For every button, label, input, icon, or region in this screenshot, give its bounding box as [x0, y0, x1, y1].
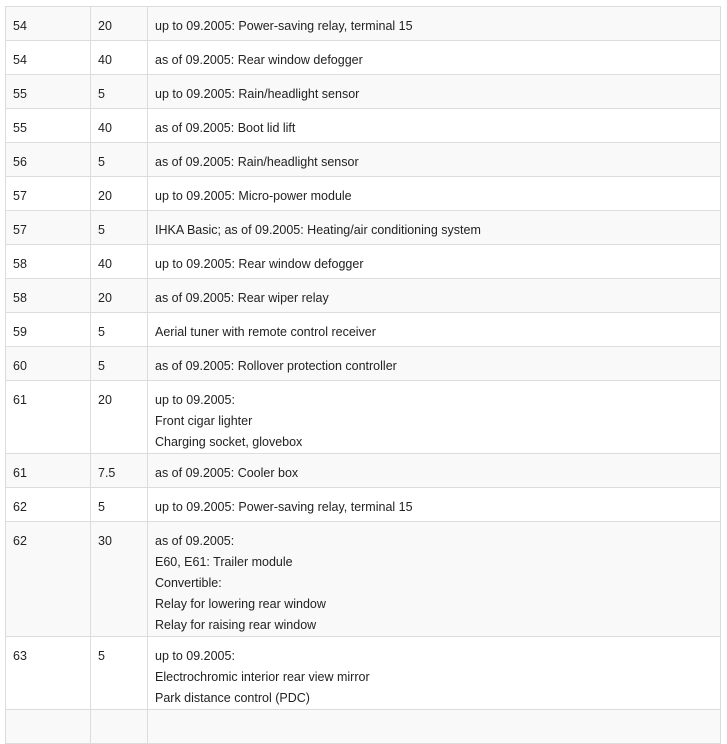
fuse-number-cell: 57: [6, 177, 91, 211]
description-line: Front cigar lighter: [155, 414, 253, 428]
description-line: Relay for raising rear window: [155, 618, 317, 632]
fuse-number-cell: 61: [6, 381, 91, 454]
description-line: up to 09.2005:: [155, 393, 235, 407]
amperage-cell: 20: [91, 7, 148, 41]
fuse-number-cell: 55: [6, 75, 91, 109]
description-line: as of 09.2005: Cooler box: [155, 466, 299, 480]
fuse-number-cell: 58: [6, 279, 91, 313]
description-cell: [148, 637, 721, 710]
description-cell: [148, 279, 721, 313]
fuse-number-cell: 63: [6, 637, 91, 710]
description-cell: [148, 109, 721, 143]
description-line: as of 09.2005: Boot lid lift: [155, 121, 296, 135]
amperage-cell: 40: [91, 41, 148, 75]
amperage-cell: 5: [91, 347, 148, 381]
amperage-cell: 5: [91, 637, 148, 710]
amperage-cell: 5: [91, 313, 148, 347]
description-cell: [148, 347, 721, 381]
amperage-cell: 40: [91, 109, 148, 143]
table-row: [6, 143, 721, 177]
amperage-cell: 20: [91, 177, 148, 211]
description-cell: [148, 313, 721, 347]
description-line: IHKA Basic; as of 09.2005: Heating/air conditioning system: [155, 223, 481, 237]
description-cell: [148, 454, 721, 488]
description-line: as of 09.2005: Rollover protection controller: [155, 359, 397, 373]
fuse-number-cell: 59: [6, 313, 91, 347]
table-row: [6, 279, 721, 313]
description-line: up to 09.2005: Power-saving relay, terminal 15: [155, 500, 413, 514]
table-row: [6, 454, 721, 488]
description-line: up to 09.2005: Micro-power module: [155, 189, 352, 203]
amperage-cell: 5: [91, 75, 148, 109]
description-cell: [148, 245, 721, 279]
table-row: [6, 7, 721, 41]
amperage-cell: 7.5: [91, 454, 148, 488]
amperage-cell: 5: [91, 211, 148, 245]
table-row: [6, 347, 721, 381]
fuse-table-container: [5, 6, 720, 744]
fuse-number-cell: 54: [6, 7, 91, 41]
amperage-cell: 20: [91, 279, 148, 313]
description-line: up to 09.2005: Rain/headlight sensor: [155, 87, 360, 101]
description-cell: [148, 211, 721, 245]
description-cell: [148, 143, 721, 177]
description-cell: [148, 522, 721, 637]
table-row: [6, 637, 721, 710]
description-line: up to 09.2005:: [155, 649, 235, 663]
amperage-cell: 5: [91, 488, 148, 522]
description-line: as of 09.2005:: [155, 534, 235, 548]
description-cell: [148, 381, 721, 454]
fuse-number-cell: 61: [6, 454, 91, 488]
amperage-cell: 30: [91, 522, 148, 637]
table-row: [6, 211, 721, 245]
fuse-number-cell: 60: [6, 347, 91, 381]
fuse-number-cell: 54: [6, 41, 91, 75]
table-row: [6, 75, 721, 109]
description-cell: [148, 7, 721, 41]
description-line: as of 09.2005: Rear window defogger: [155, 53, 363, 67]
table-row: [6, 41, 721, 75]
fuse-number-cell: 62: [6, 522, 91, 637]
description-line: Park distance control (PDC): [155, 691, 310, 705]
description-cell: [148, 41, 721, 75]
description-cell: [148, 177, 721, 211]
table-row: [6, 381, 721, 454]
fuse-number-cell: 62: [6, 488, 91, 522]
fuse-number-cell: 56: [6, 143, 91, 177]
description-cell: [148, 488, 721, 522]
table-row: [6, 488, 721, 522]
table-row: [6, 522, 721, 637]
description-line: E60, E61: Trailer module: [155, 555, 293, 569]
fuse-table: [5, 6, 721, 744]
description-cell: [148, 75, 721, 109]
table-row: [6, 177, 721, 211]
amperage-cell: 40: [91, 245, 148, 279]
description-line: Aerial tuner with remote control receiver: [155, 325, 376, 339]
description-line: Electrochromic interior rear view mirror: [155, 670, 370, 684]
table-row: [6, 109, 721, 143]
table-row: [6, 313, 721, 347]
amperage-cell: 20: [91, 381, 148, 454]
fuse-number-cell: 55: [6, 109, 91, 143]
description-line: Charging socket, glovebox: [155, 435, 303, 449]
fuse-table-body: [6, 7, 721, 744]
description-line: as of 09.2005: Rear wiper relay: [155, 291, 329, 305]
description-line: up to 09.2005: Power-saving relay, terminal 15: [155, 19, 413, 33]
fuse-number-cell: 57: [6, 211, 91, 245]
description-line: as of 09.2005: Rain/headlight sensor: [155, 155, 359, 169]
fuse-number-cell: 58: [6, 245, 91, 279]
description-line: Relay for lowering rear window: [155, 597, 326, 611]
table-row: [6, 245, 721, 279]
description-line: up to 09.2005: Rear window defogger: [155, 257, 364, 271]
description-line: Convertible:: [155, 576, 222, 590]
amperage-cell: 5: [91, 143, 148, 177]
